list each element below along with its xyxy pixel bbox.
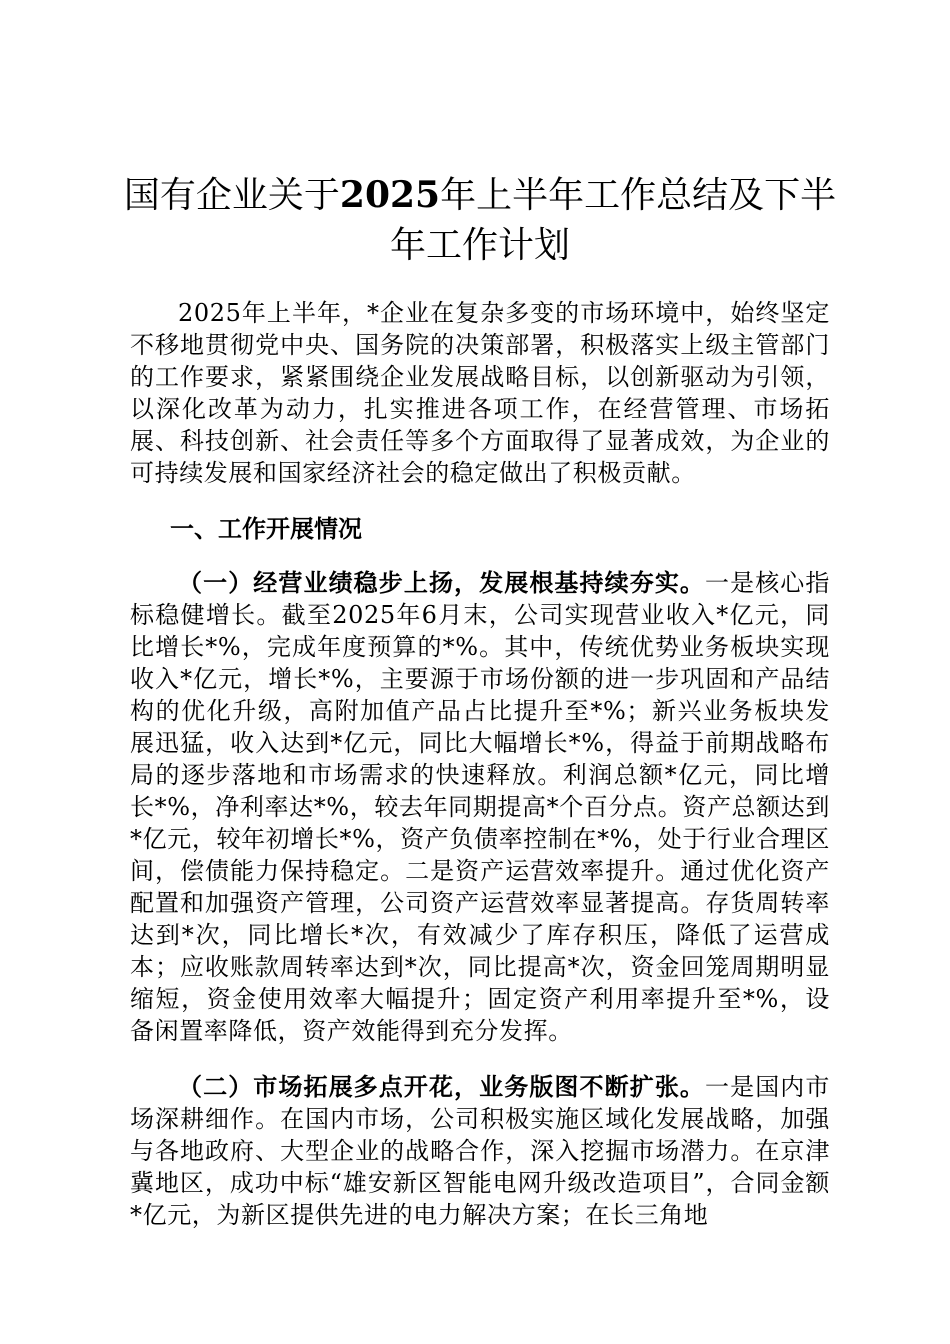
intro-paragraph: 2025年上半年，*企业在复杂多变的市场环境中，始终坚定不移地贯彻党中央、国务院的决策部署，积极落实上级主管部门的工作要求，紧紧围绕企业发展战略目标，以创新驱动为引领，以深化改革为动力，扎实推进各项工作，在经营管理、市场拓展、科技创新、社会责任等多个方面取得了显著成效，为企业的可持续发展和国家经济社会的稳定做出了积极贡献。 — [130, 299, 830, 487]
document-title — [110, 170, 850, 271]
subsection-2-heading: （二）市场拓展多点开花，业务版图不断扩张。 — [178, 1073, 706, 1101]
title-prefix: 国有企业关于 — [123, 175, 340, 216]
subsection-2-body: 一是国内市场深耕细作。在国内市场，公司积极实施区域化发展战略，加强与各地政府、大型企业的战略合作，深入挖掘市场潜力。在京津冀地区，成功中标“雄安新区智能电网升级改造项目”，合同金额*亿元，为新区提供先进的电力解决方案；在长三角地 — [130, 1073, 830, 1229]
subsection-1-heading: （一）经营业绩稳步上扬，发展根基持续夯实。 — [178, 569, 706, 597]
subsection-2 — [130, 1071, 830, 1231]
subsection-1 — [130, 567, 830, 1047]
section-heading-1: 一、工作开展情况 — [170, 515, 362, 543]
title-suffix: 年上半年工作总结及下半 — [440, 175, 837, 216]
document-page — [123, 170, 837, 1255]
subsection-1-body: 一是核心指标稳健增长。截至2025年6月末，公司实现营业收入*亿元，同比增长*%，完成年度预算的*%。其中，传统优势业务板块实现收入*亿元，增长*%，主要源于市场份额的进一步巩固和产品结构的优化升级，高附加值产品占比提升至*%；新兴业务板块发展迅猛，收入达到*亿元，同比大幅增长*%，得益于前期战略布局的逐步落地和市场需求的快速释放。利润总额*亿元，同比增长*%，净利率达*%，较去年同期提高*个百分点。资产总额达到*亿元，较年初增长*%，资产负债率控制在*%，处于行业合理区间，偿债能力保持稳定。二是资产运营效率提升。通过优化资产配置和加强资产管理，公司资产运营效率显著提高。存货周转率达到*次，同比增长*次，有效减少了库存积压，降低了运营成本；应收账款周转率达到*次，同比提高*次，资金回笼周期明显缩短，资金使用效率大幅提升；固定资产利用率提升至*%，设备闲置率降低，资产效能得到充分发挥。 — [130, 569, 830, 1045]
title-line2: 年工作计划 — [389, 225, 570, 266]
title-year: 2025 — [339, 174, 441, 216]
